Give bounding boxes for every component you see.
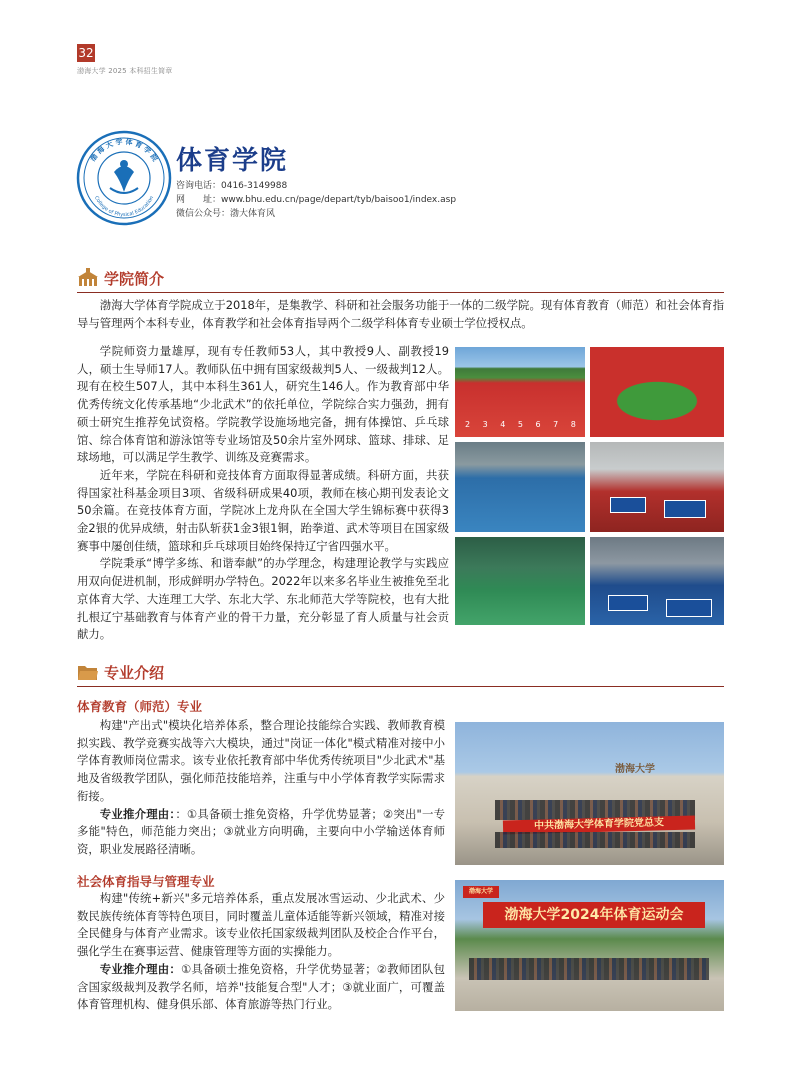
photo-running-track (455, 347, 585, 437)
running-title: 渤海大学 2025 本科招生简章 (77, 67, 173, 75)
photo-group-party-branch (455, 722, 724, 865)
section-title-programs: 专业介绍 (104, 664, 165, 682)
intro-text-4: 学院秉承“博学多练、和谐奉献”的办学理念，构建理论教学与实践应用双向促进机制，形成鲜明办学特色。2022年以来多名毕业生被推免至北京体育大学、大连理工大学、东北大学、东北师范大学等院校，也有大批扎根辽宁基础教育与体育产业的骨干力量，充分彰显了育人质量与社会贡献力。 (77, 556, 449, 642)
photo-table-tennis-gym (590, 537, 724, 625)
photo-flag-text: 渤海大学 (463, 886, 499, 898)
program-pe-reason (77, 806, 445, 859)
program-pe-body (77, 717, 445, 859)
college-title: 体育学院 (176, 146, 289, 176)
intro-text-3: 近年来，学院在科研和竞技体育方面取得显著成绩。科研方面，共获得国家社科基金项目3项、省级科研成果40项，教师在核心期刊发表论文50余篇。在竞技体育方面，学院冰上龙舟队在全国大学生锦标赛中获得3金2银的优异成绩，射击队斩获1金3银1铜，跆拳道、武术等项目在国家级赛事中屡创佳绩，篮球和乒乓球项目始终保持辽宁省四强水平。 (77, 467, 449, 553)
logo-ring-text: 渤 海 大 学 体 育 学 院 (88, 137, 160, 163)
program-social-reason (77, 961, 445, 1014)
contact-wechat: 微信公众号：渤大体育风 (176, 209, 276, 219)
section-heading-intro (77, 266, 724, 293)
section-title-intro: 学院简介 (104, 270, 165, 288)
reason-label: 专业推介理由： (99, 806, 176, 821)
photo-indoor-gym (455, 537, 585, 625)
program-social-body (77, 890, 445, 1014)
section-heading-programs (77, 660, 724, 687)
intro-text-1: 渤海大学体育学院成立于2018年，是集教学、科研和社会服务功能于一体的二级学院。现有体育教育（师范）和社会体育指导与管理两个本科专业，体育教学和社会体育指导两个二级学科体育专业硕士学位授权点。 (77, 298, 724, 330)
reason-text: ①具备硕士推免资格，升学优势显著；②教师团队包含国家级裁判及教学名师，培养"技能复合型"人才；③就业面广，可覆盖体育管理机构、健身俱乐部、体育旅游等热门行业。 (77, 961, 445, 1012)
intro-text-2: 学院师资力量雄厚，现有专任教师53人，其中教授9人、副教授19人，硕士生导师17人。教师队伍中拥有国家级裁判5人、一级裁判12人。现有在校生507人，其中本科生361人，研究生146人。作为教育部中华优秀传统文化传承基地“少北武术”的依托单位，学院综合实力强劲，拥有硕士研究生推荐免试资格。学院教学设施场地完备，拥有体操馆、乒乓球馆、综合体育馆和游泳馆等专业场馆及50余片室外网球、篮球、排球、足球场地，可以满足学生教学、训练及竞赛需求。 (77, 344, 449, 465)
contact-phone: 咨询电话：0416-3149988 (176, 181, 288, 191)
college-logo (76, 130, 172, 226)
photo-stadium-aerial (590, 347, 724, 437)
program-title-pe: 体育教育（师范）专业 (77, 699, 203, 714)
photo-table-tennis-hall (590, 442, 724, 532)
photo-sign-text: 渤海大学 (615, 764, 655, 775)
contact-website[interactable]: 网 址：www.bhu.edu.cn/page/depart/tyb/baisoo1/index.asp (176, 195, 457, 205)
program-pe-desc: 构建"产出式"模块化培养体系，整合理论技能综合实践、教师教育模拟实践、教学竞赛实战等六大模块，通过"岗证一体化"模式精准对接中小学体育教师岗位需求。该专业依托教育部中华优秀传统项目"少北武术"基地及省级教学团队，强化师范技能培养，注重与中小学体育教学实际需求衔接。 (77, 718, 445, 803)
photo-tennis-courts (455, 442, 585, 532)
intro-paragraph-1 (77, 297, 724, 332)
logo-en-text: College of Physical Education (92, 195, 156, 219)
reason-text: ：①具备硕士推免资格，升学优势显著；②突出"一专多能"特色，师范能力突出；③就业方向明确，主要向中小学输送体育师资，职业发展路径清晰。 (77, 806, 445, 856)
photo-banner-sports-meet: 渤海大学2024年体育运动会 (483, 902, 705, 928)
program-social-desc: 构建"传统+新兴"多元培养体系，重点发展冰雪运动、少北武术、少数民族传统体育等特色项目，同时覆盖儿童体适能等新兴领域，精准对接全民健身与体育产业需求。该专业依托国家级裁判团队及校企合作平台，强化学生在赛事运营、健康管理等方面的实操能力。 (77, 891, 445, 959)
photo-banner-party: 中共渤海大学体育学院党总支 (503, 815, 695, 834)
program-title-social-sports: 社会体育指导与管理专业 (77, 874, 215, 889)
intro-paragraphs (77, 343, 449, 644)
track-lane-numbers: 2 3 4 5 6 7 8 (465, 420, 581, 429)
photo-sports-meet (455, 880, 724, 1011)
reason-label: 专业推介理由： (99, 961, 181, 976)
building-icon (77, 268, 99, 288)
folder-icon (77, 662, 99, 682)
page-number: 32 (78, 46, 94, 60)
